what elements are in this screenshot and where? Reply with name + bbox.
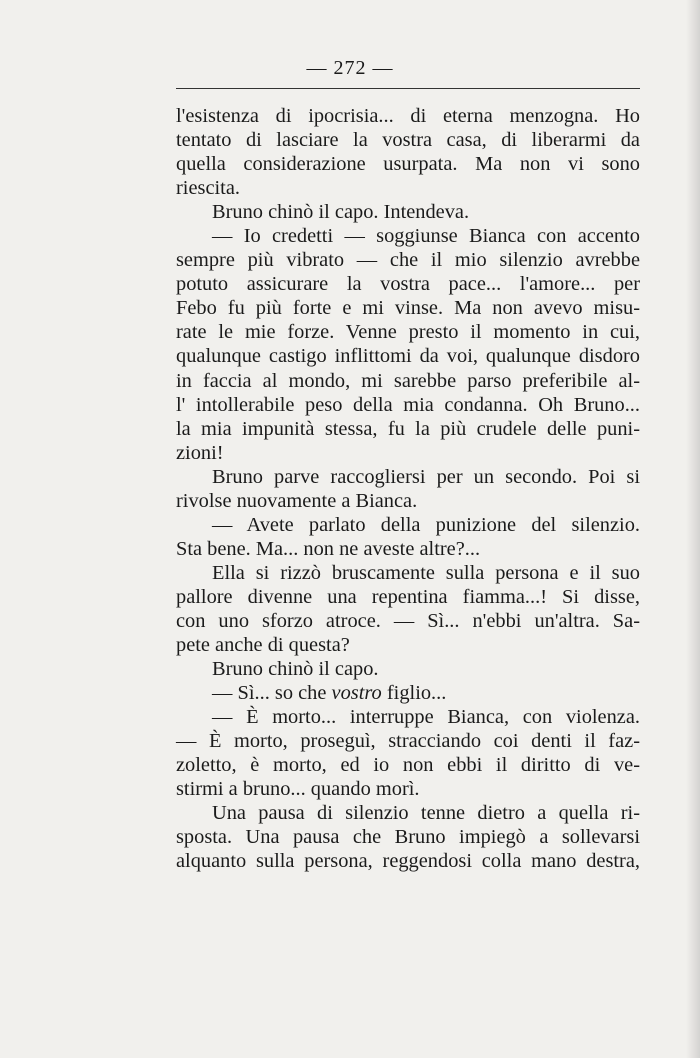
text-line: Bruno parve raccogliersi per un secondo. Poi si [212, 465, 640, 488]
text-line: — È morto, proseguì, stracciando coi denti il faz- [176, 730, 640, 753]
text-line: potuto assicurare la vostra pace... l'amore... per [176, 273, 640, 296]
text-line: sposta. Una pausa che Bruno impiegò a sollevarsi [176, 826, 640, 849]
text-line: — Io credetti — soggiunse Bianca con accento [212, 225, 640, 248]
text-line: tentato di lasciare la vostra casa, di liberarmi da [176, 129, 640, 152]
text-line: zioni! [176, 441, 224, 464]
header-rule [176, 88, 640, 89]
text-line: alquanto sulla persona, reggendosi colla mano destra, [176, 850, 640, 873]
text-line: pete anche di questa? [176, 634, 350, 657]
text-line: con uno sforzo atroce. — Sì... n'ebbi un'altra. Sa- [176, 609, 640, 632]
text-line: in faccia al mondo, mi sarebbe parso preferibile al- [176, 369, 640, 392]
text-line: l'esistenza di ipocrisia... di eterna menzogna. Ho [176, 105, 640, 127]
text-line: rivolse nuovamente a Bianca. [176, 489, 418, 512]
text-line: sempre più vibrato — che il mio silenzio avrebbe [176, 249, 640, 272]
text-line: l' intollerabile peso della mia condanna. Oh Bruno... [176, 393, 640, 416]
text-line: riescita. [176, 177, 240, 200]
text-line: Una pausa di silenzio tenne dietro a quella ri- [212, 802, 640, 825]
text-line: zoletto, è morto, ed io non ebbi il diritto di ve- [176, 754, 640, 777]
text-line: Sta bene. Ma... non ne aveste altre?... [176, 537, 481, 560]
text-line: — È morto... interruppe Bianca, con violenza. [212, 706, 640, 729]
text-line: pallore divenne una repentina fiamma...! Si disse, [176, 585, 640, 608]
text-line: Bruno chinò il capo. [212, 658, 379, 681]
text-line: Febo fu più forte e mi vinse. Ma non avevo misu- [176, 297, 640, 320]
text-line: Ella si rizzò bruscamente sulla persona e il suo [212, 561, 640, 584]
text-line: — Avete parlato della punizione del silenzio. [212, 513, 640, 536]
page-edge-shadow [686, 0, 700, 1058]
page-number: — 272 — [306, 57, 394, 79]
body-text [176, 104, 640, 874]
text-line: rate le mie forze. Venne presto il momento in cui, [176, 321, 640, 344]
text-line: la mia impunità stessa, fu la più crudele delle puni- [176, 417, 640, 440]
text-line: quella considerazione usurpata. Ma non vi sono [176, 153, 640, 176]
text-line: Bruno chinò il capo. Intendeva. [212, 201, 470, 224]
text-line: stirmi a bruno... quando morì. [176, 778, 420, 801]
text-line: qualunque castigo inflittomi da voi, qualunque disdoro [176, 345, 640, 368]
text-line: — Sì... so che vostro figlio... [212, 682, 447, 705]
